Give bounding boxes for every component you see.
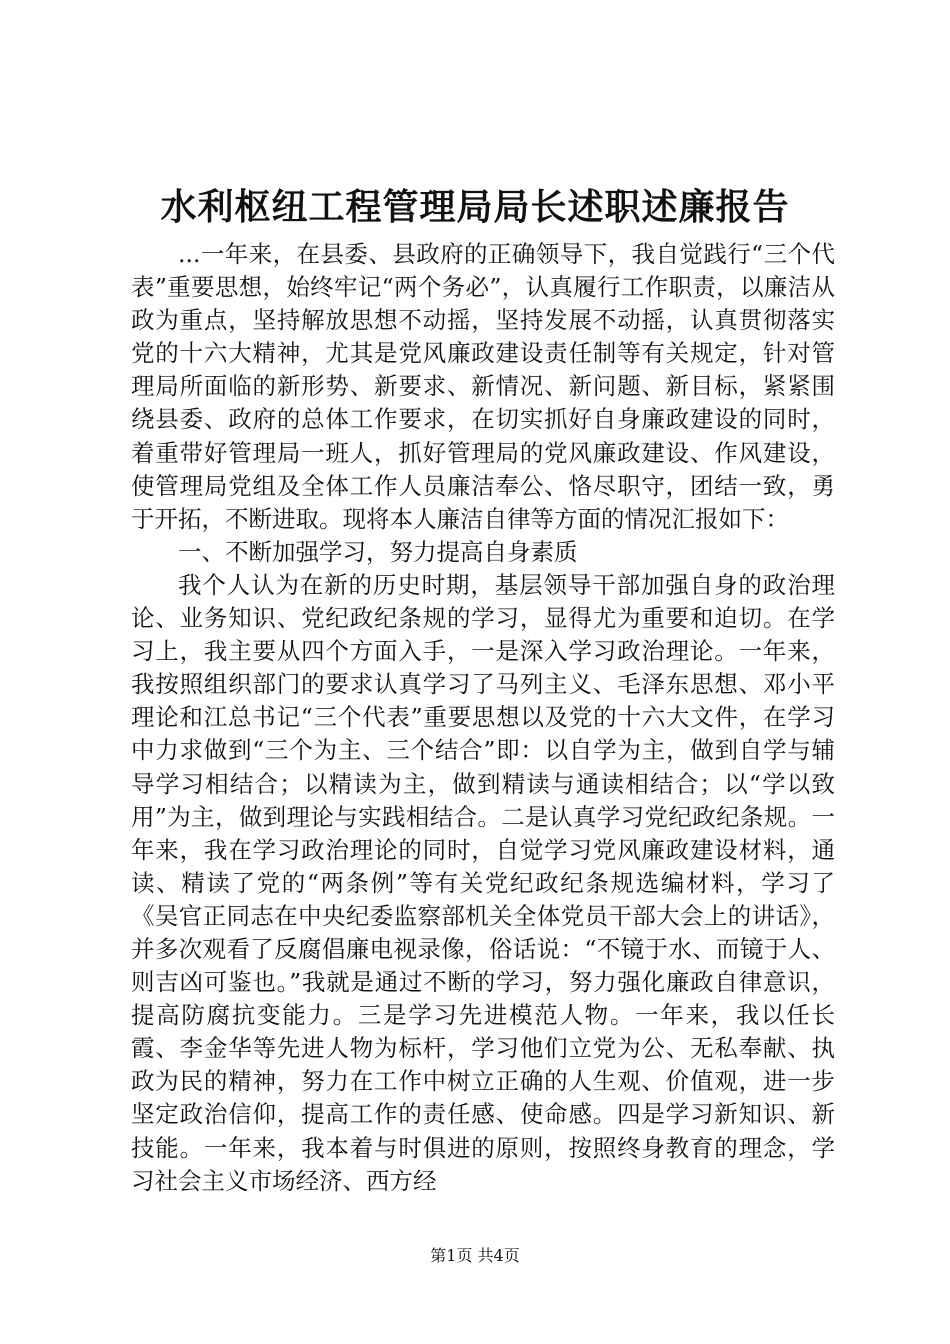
page-number: 第1页 共4页 — [430, 1246, 520, 1265]
section-heading: 一、不断加强学习，努力提高自身素质 — [178, 537, 578, 566]
body-paragraph: 我个人认为在新的历史时期，基层领导干部加强自身的政治理论、业务知识、党纪政纪条规的学习，显得尤为重要和迫切。在学习上，我主要从四个方面入手，一是深入学习政治理论。一年来，我按照组织部门的要求认真学习了马列主义、毛泽东思想、邓小平理论和江总书记“三个代表”重要思想以及党的十六大文件，在学习中力求做到“三个为主、三个结合”即：以自学为主，做到自学与辅导学习相结合；以精读为主，做到精读与通读相结合；以“学以致用”为主，做到理论与实践相结合。二是认真学习党纪政纪条规。一年来，我在学习政治理论的同时，自觉学习党风廉政建设材料，通读、精读了党的“两条例”等有关党纪政纪条规选编材料，学习了《吴官正同志在中央纪委监察部机关全体党员干部大会上的讲话》，并多次观看了反腐倡廉电视录像，俗话说：“不镜于水、而镜于人、则吉凶可鉴也。”我就是通过不断的学习，努力强化廉政自律意识，提高防腐抗变能力。三是学习先进模范人物。一年来，我以任长霞、李金华等先进人物为标杆，学习他们立党为公、无私奉献、执政为民的精神，努力在工作中树立正确的人生观、价值观，进一步坚定政治信仰，提高工作的责任感、使命感。四是学习新知识、新技能。一年来，我本着与时俱进的原则，按照终身教育的理念，学习社会主义市场经济、西方经 — [131, 570, 835, 1195]
document-title: 水利枢纽工程管理局局长述职述廉报告 — [160, 186, 790, 228]
document-body — [131, 238, 835, 1198]
intro-paragraph: ...一年来，在县委、县政府的正确领导下，我自觉践行“三个代表”重要思想，始终牢记“两个务必”，认真履行工作职责，以廉洁从政为重点，坚持解放思想不动摇，坚持发展不动摇，认真贯彻落实党的十六大精神，尤其是党风廉政建设责任制等有关规定，针对管理局所面临的新形势、新要求、新情况、新问题、新目标，紧紧围绕县委、政府的总体工作要求，在切实抓好自身廉政建设的同时，着重带好管理局一班人，抓好管理局的党风廉政建设、作风建设，使管理局党组及全体工作人员廉洁奉公、恪尽职守，团结一致，勇于开拓，不断进取。现将本人廉洁自律等方面的情况汇报如下： — [131, 240, 835, 533]
